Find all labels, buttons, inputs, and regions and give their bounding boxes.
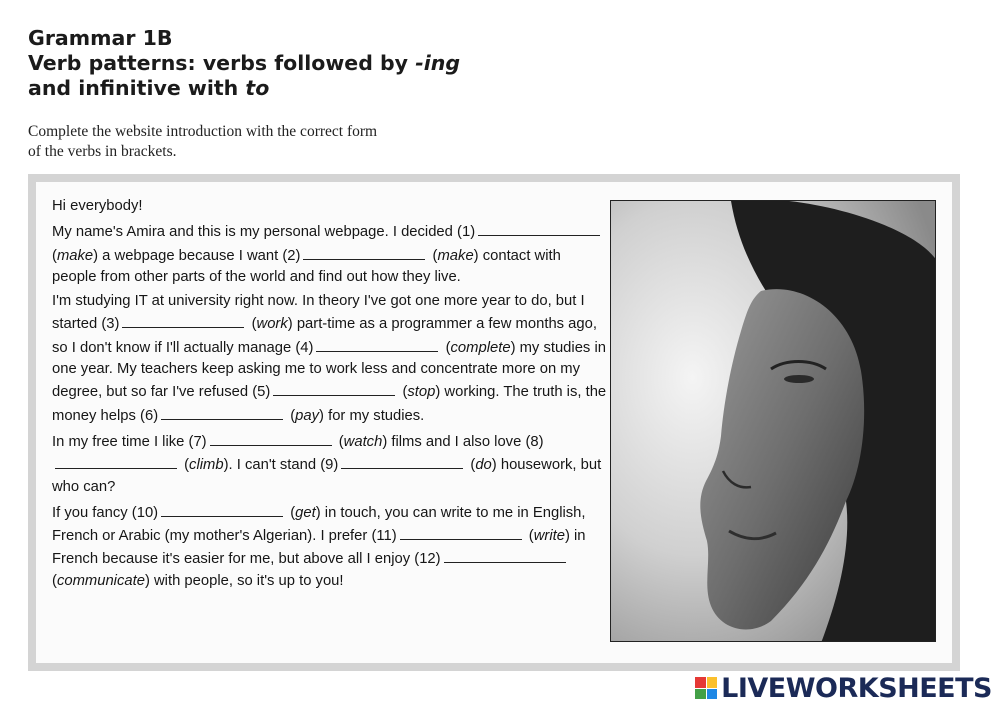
gap-3-hint: work (256, 316, 288, 333)
p2-text-a: I'm studying IT at university right now. In theory I've got one more year to do, but I started (52, 293, 585, 333)
gap-1-number: (1) (457, 224, 476, 241)
gap-9-number: (9) (320, 457, 339, 474)
gap-7-input[interactable] (210, 430, 332, 446)
liveworksheets-wordmark: LIVEWORKSHEETS (721, 672, 992, 704)
p3-text-b: films and I also love (391, 433, 522, 450)
portrait-photo (610, 200, 936, 642)
liveworksheets-mark-icon (695, 677, 717, 699)
paragraph-2: I'm studying IT at university right now. In theory I've got one more year to do, but I started (3) (work) part-time as a programmer a few months ago, so I don't know if I'll actually manage (4) (complete) my studies in one year. My teachers keep asking me to work less and concentrate more on my degree, but so far I've refused (5) (stop) working. The truth is, the money helps (6) (pay) for my studies. (52, 293, 607, 424)
title-line-3-text: and infinitive with (28, 76, 246, 100)
gap-11-input[interactable] (400, 524, 522, 540)
gap-6-number: (6) (140, 407, 159, 424)
p4-text-d: with people, so it's up to you! (153, 572, 344, 589)
p4-text-a: If you fancy (52, 504, 128, 521)
p1-text-c: contact with people from other parts of the world and find out how they live. (52, 247, 561, 285)
portrait-illustration (611, 201, 936, 642)
worksheet-title (28, 26, 498, 101)
gap-12-input[interactable] (444, 547, 566, 563)
greeting: Hi everybody! (52, 198, 143, 214)
exercise-panel (36, 182, 952, 663)
gap-1-hint: make (56, 247, 94, 264)
gap-10-number: (10) (131, 504, 159, 521)
gap-7-number: (7) (188, 433, 207, 450)
gap-4-hint: complete (450, 339, 511, 356)
gap-1-input[interactable] (478, 220, 600, 236)
gap-2-number: (2) (282, 247, 301, 264)
gap-12-hint: communicate (56, 572, 145, 589)
exercise-text (52, 196, 608, 595)
gap-6-input[interactable] (161, 404, 283, 420)
gap-9-input[interactable] (341, 453, 463, 469)
gap-2-hint: make (437, 247, 474, 264)
title-line-2-text: Verb patterns: verbs followed by (28, 51, 416, 75)
gap-7-hint: watch (343, 433, 383, 450)
gap-12-number: (12) (414, 551, 441, 568)
gap-8-number: (8) (525, 433, 544, 450)
gap-10-input[interactable] (161, 501, 283, 517)
p4-text-c: in French because it's easier for me, but above all I enjoy (52, 528, 586, 568)
p3-text-a: In my free time I like (52, 433, 185, 450)
liveworksheets-logo[interactable] (695, 673, 992, 703)
title-line-2-italic: -ing (415, 51, 460, 75)
paragraph-3: In my free time I like (7) (watch) films and I also love (8) (climb). I can't stand (9) (do) housework, but who can? (52, 430, 608, 498)
gap-11-number: (11) (371, 528, 397, 545)
p4-text-b: in touch, you can write to me in English, French or Arabic (my mother's Algerian). I prefer (52, 504, 586, 545)
gap-3-input[interactable] (122, 312, 244, 328)
paragraph-4: If you fancy (10) (get) in touch, you can write to me in English, French or Arabic (my mother's Algerian). I prefer (11) (write) in French because it's easier for me, but above all I enjoy (12) (communicate) with people, so it's up to you! (52, 501, 608, 592)
gap-6-hint: pay (295, 407, 320, 424)
p3-text-c: . I can't stand (228, 457, 317, 474)
gap-9-hint: do (475, 457, 492, 474)
instructions-line-2: of the verbs in brackets. (28, 143, 177, 160)
p1-text-a: My name's Amira and this is my personal webpage. I decided (52, 224, 453, 241)
gap-8-input[interactable] (55, 453, 177, 469)
exercise-frame (28, 174, 960, 671)
gap-3-number: (3) (101, 316, 120, 333)
gap-5-hint: stop (407, 384, 436, 401)
title-line-3-italic: to (245, 76, 270, 100)
title-line-2 (28, 51, 498, 76)
gap-5-number: (5) (252, 384, 271, 401)
p2-text-d: working. The truth is, the money helps (52, 384, 607, 424)
paragraph-1: My name's Amira and this is my personal webpage. I decided (1) (make) a webpage because I want (2) (make) contact with people from other parts of the world and find out how they live. (52, 220, 608, 288)
p2-text-b: part-time as a programmer a few months ago, so I don't know if I'll actually manage (52, 316, 597, 356)
p2-text-c: my studies in one year. My teachers keep asking me to work less and concentrate more on my degree, but so far I've refused (52, 339, 606, 401)
p2-text-e: for my studies. (328, 407, 425, 424)
gap-4-number: (4) (295, 339, 314, 356)
instructions-line-1: Complete the website introduction with the correct form (28, 123, 378, 140)
gap-8-hint: climb (189, 457, 224, 474)
title-line-1: Grammar 1B (28, 26, 173, 50)
p1-text-b: a webpage because I want (102, 247, 279, 264)
gap-2-input[interactable] (303, 244, 425, 260)
instructions (28, 122, 498, 162)
title-line-3 (28, 76, 498, 101)
gap-11-hint: write (533, 528, 565, 545)
p3-text-d: housework, but who can? (52, 457, 602, 495)
gap-10-hint: get (295, 504, 316, 521)
gap-4-input[interactable] (316, 336, 438, 352)
gap-5-input[interactable] (273, 380, 395, 396)
